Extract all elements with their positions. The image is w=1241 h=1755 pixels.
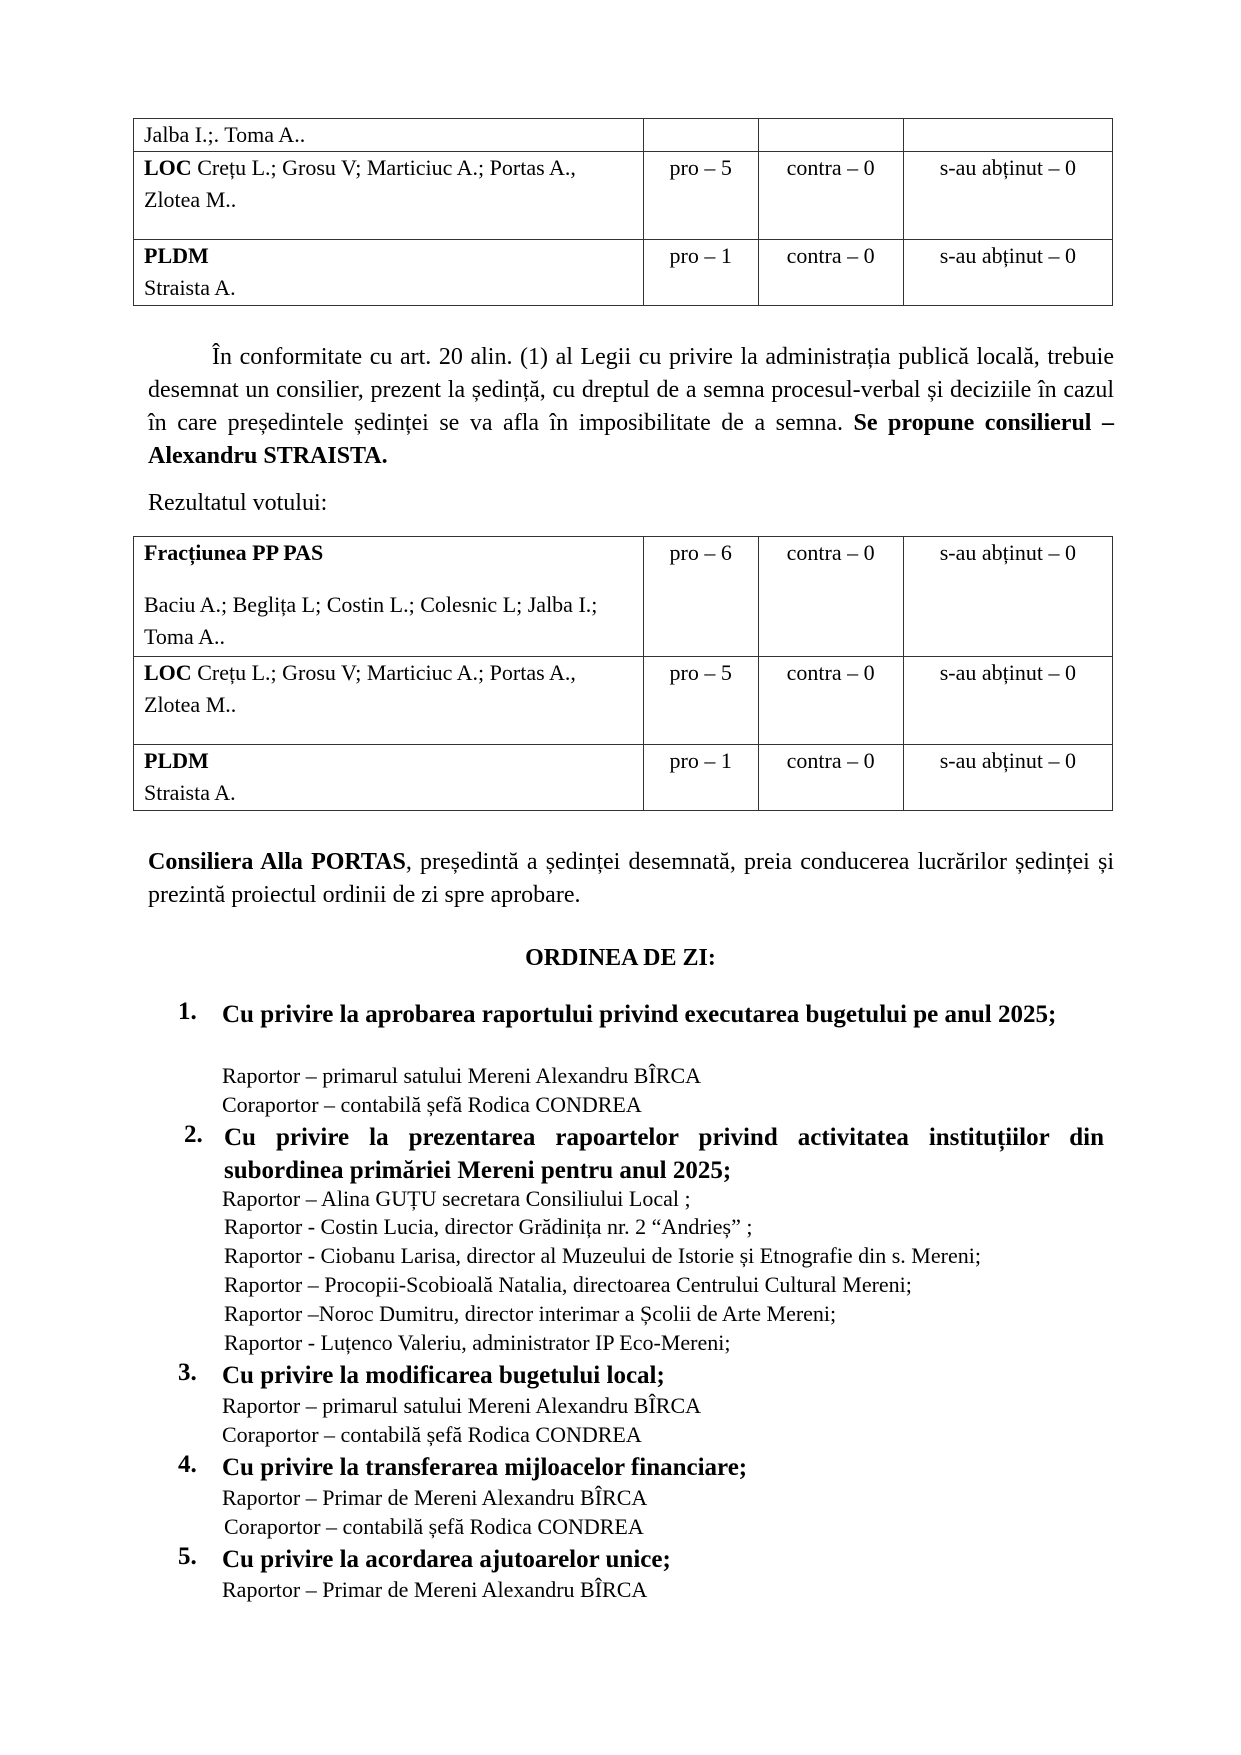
agenda-item-number: 5. (178, 1543, 197, 1570)
agenda-item-number: 2. (184, 1121, 203, 1148)
pro-cell: pro – 5 (643, 152, 758, 240)
reporter-line: Raportor – primarul satului Mereni Alexandru BÎRCA (222, 1393, 702, 1418)
reporter-line: Raportor – primarul satului Mereni Alexandru BÎRCA (222, 1063, 702, 1088)
party-name: PLDM (144, 243, 209, 268)
table-row (134, 657, 1113, 745)
abstain-cell: s-au abținut – 0 (903, 537, 1112, 657)
party-name: LOC (144, 660, 192, 685)
members-cell: Fracțiunea PP PAS Baciu A.; Beglița L; Costin L.; Colesnic L; Jalba I.; Toma A.. (134, 537, 644, 657)
reporter-line: Coraportor – contabilă șefă Rodica CONDREA (222, 1422, 642, 1447)
table-row (134, 119, 1113, 152)
table-row (134, 537, 1113, 657)
contra-cell: contra – 0 (758, 657, 903, 745)
table-row (134, 240, 1113, 306)
paragraph-chairperson: Consiliera Alla PORTAS, președintă a ședinței desemnată, preia conducerea lucrărilor ședinței și prezintă proiectul ordinii de zi spre aprobare. (148, 849, 1114, 908)
abstain-cell: s-au abținut – 0 (903, 657, 1112, 745)
members-cell: PLDM Straista A. (134, 745, 644, 811)
pro-cell: pro – 1 (643, 240, 758, 306)
reporter-line: Coraportor – contabilă șefă Rodica CONDREA (224, 1514, 644, 1539)
abstain-cell (903, 119, 1112, 152)
table-row (134, 745, 1113, 811)
contra-cell: contra – 0 (758, 537, 903, 657)
abstain-cell: s-au abținut – 0 (903, 240, 1112, 306)
members-cell: Jalba I.;. Toma A.. (134, 119, 644, 152)
agenda-item-title: Cu privire la prezentarea rapoartelor privind activitatea instituțiilor din subordinea primăriei Mereni pentru anul 2025; (224, 1124, 1104, 1184)
members-cell: PLDM Straista A. (134, 240, 644, 306)
paragraph-designation: În conformitate cu art. 20 alin. (1) al Legii cu privire la administrația publică locală, trebuie desemnat un consilier, prezent la ședință, cu dreptul de a semna procesul-verbal și deciziile în cazul în care președintele ședinței se va afla în imposibilitate de a semna. Se propune consilierul – Alexandru STRAISTA. (148, 344, 1114, 469)
agenda-heading: ORDINEA DE ZI: (525, 945, 716, 971)
party-name: Fracțiunea PP PAS (144, 540, 324, 565)
pro-cell: pro – 6 (643, 537, 758, 657)
agenda-item-title: Cu privire la modificarea bugetului local; (222, 1362, 665, 1389)
abstain-cell: s-au abținut – 0 (903, 152, 1112, 240)
party-name: PLDM (144, 748, 209, 773)
agenda-item-title: Cu privire la acordarea ajutoarelor unice; (222, 1546, 671, 1573)
pro-cell: pro – 1 (643, 745, 758, 811)
reporter-line: Raportor - Costin Lucia, director Grădinița nr. 2 “Andrieș” ; (224, 1214, 753, 1239)
abstain-cell: s-au abținut – 0 (903, 745, 1112, 811)
reporter-line: Raportor – Procopii-Scobioală Natalia, directoarea Centrului Cultural Mereni; (224, 1272, 912, 1297)
agenda-item-number: 4. (178, 1451, 197, 1478)
pro-cell (643, 119, 758, 152)
party-name: LOC (144, 155, 192, 180)
members-cell: LOC Crețu L.; Grosu V; Marticiuc A.; Portas A., Zlotea M.. (134, 657, 644, 745)
contra-cell: contra – 0 (758, 240, 903, 306)
agenda-item-number: 1. (178, 998, 197, 1025)
reporter-line: Raportor - Ciobanu Larisa, director al Muzeului de Istorie și Etnografie din s. Mereni; (224, 1243, 981, 1268)
table-row (134, 152, 1113, 240)
pro-cell: pro – 5 (643, 657, 758, 745)
reporter-line: Raportor - Luțenco Valeriu, administrator IP Eco-Mereni; (224, 1330, 731, 1355)
contra-cell: contra – 0 (758, 745, 903, 811)
agenda-item-title: Cu privire la transferarea mijloacelor financiare; (222, 1454, 748, 1481)
agenda-item-number: 3. (178, 1359, 197, 1386)
reporter-line: Raportor – Alina GUȚU secretara Consiliului Local ; (222, 1186, 691, 1211)
reporter-line: Raportor – Primar de Mereni Alexandru BÎRCA (222, 1485, 648, 1510)
vote-result-label: Rezultatul votului: (148, 490, 328, 516)
contra-cell (758, 119, 903, 152)
reporter-line: Coraportor – contabilă șefă Rodica CONDREA (222, 1092, 642, 1117)
members-cell: LOC Crețu L.; Grosu V; Marticiuc A.; Portas A., Zlotea M.. (134, 152, 644, 240)
agenda-item-title: Cu privire la aprobarea raportului privind executarea bugetului pe anul 2025; (222, 1001, 1057, 1028)
vote-table-top (133, 118, 1113, 306)
contra-cell: contra – 0 (758, 152, 903, 240)
vote-table-bottom (133, 536, 1113, 811)
reporter-line: Raportor –Noroc Dumitru, director interimar a Școlii de Arte Mereni; (224, 1301, 837, 1326)
reporter-line: Raportor – Primar de Mereni Alexandru BÎRCA (222, 1577, 648, 1602)
